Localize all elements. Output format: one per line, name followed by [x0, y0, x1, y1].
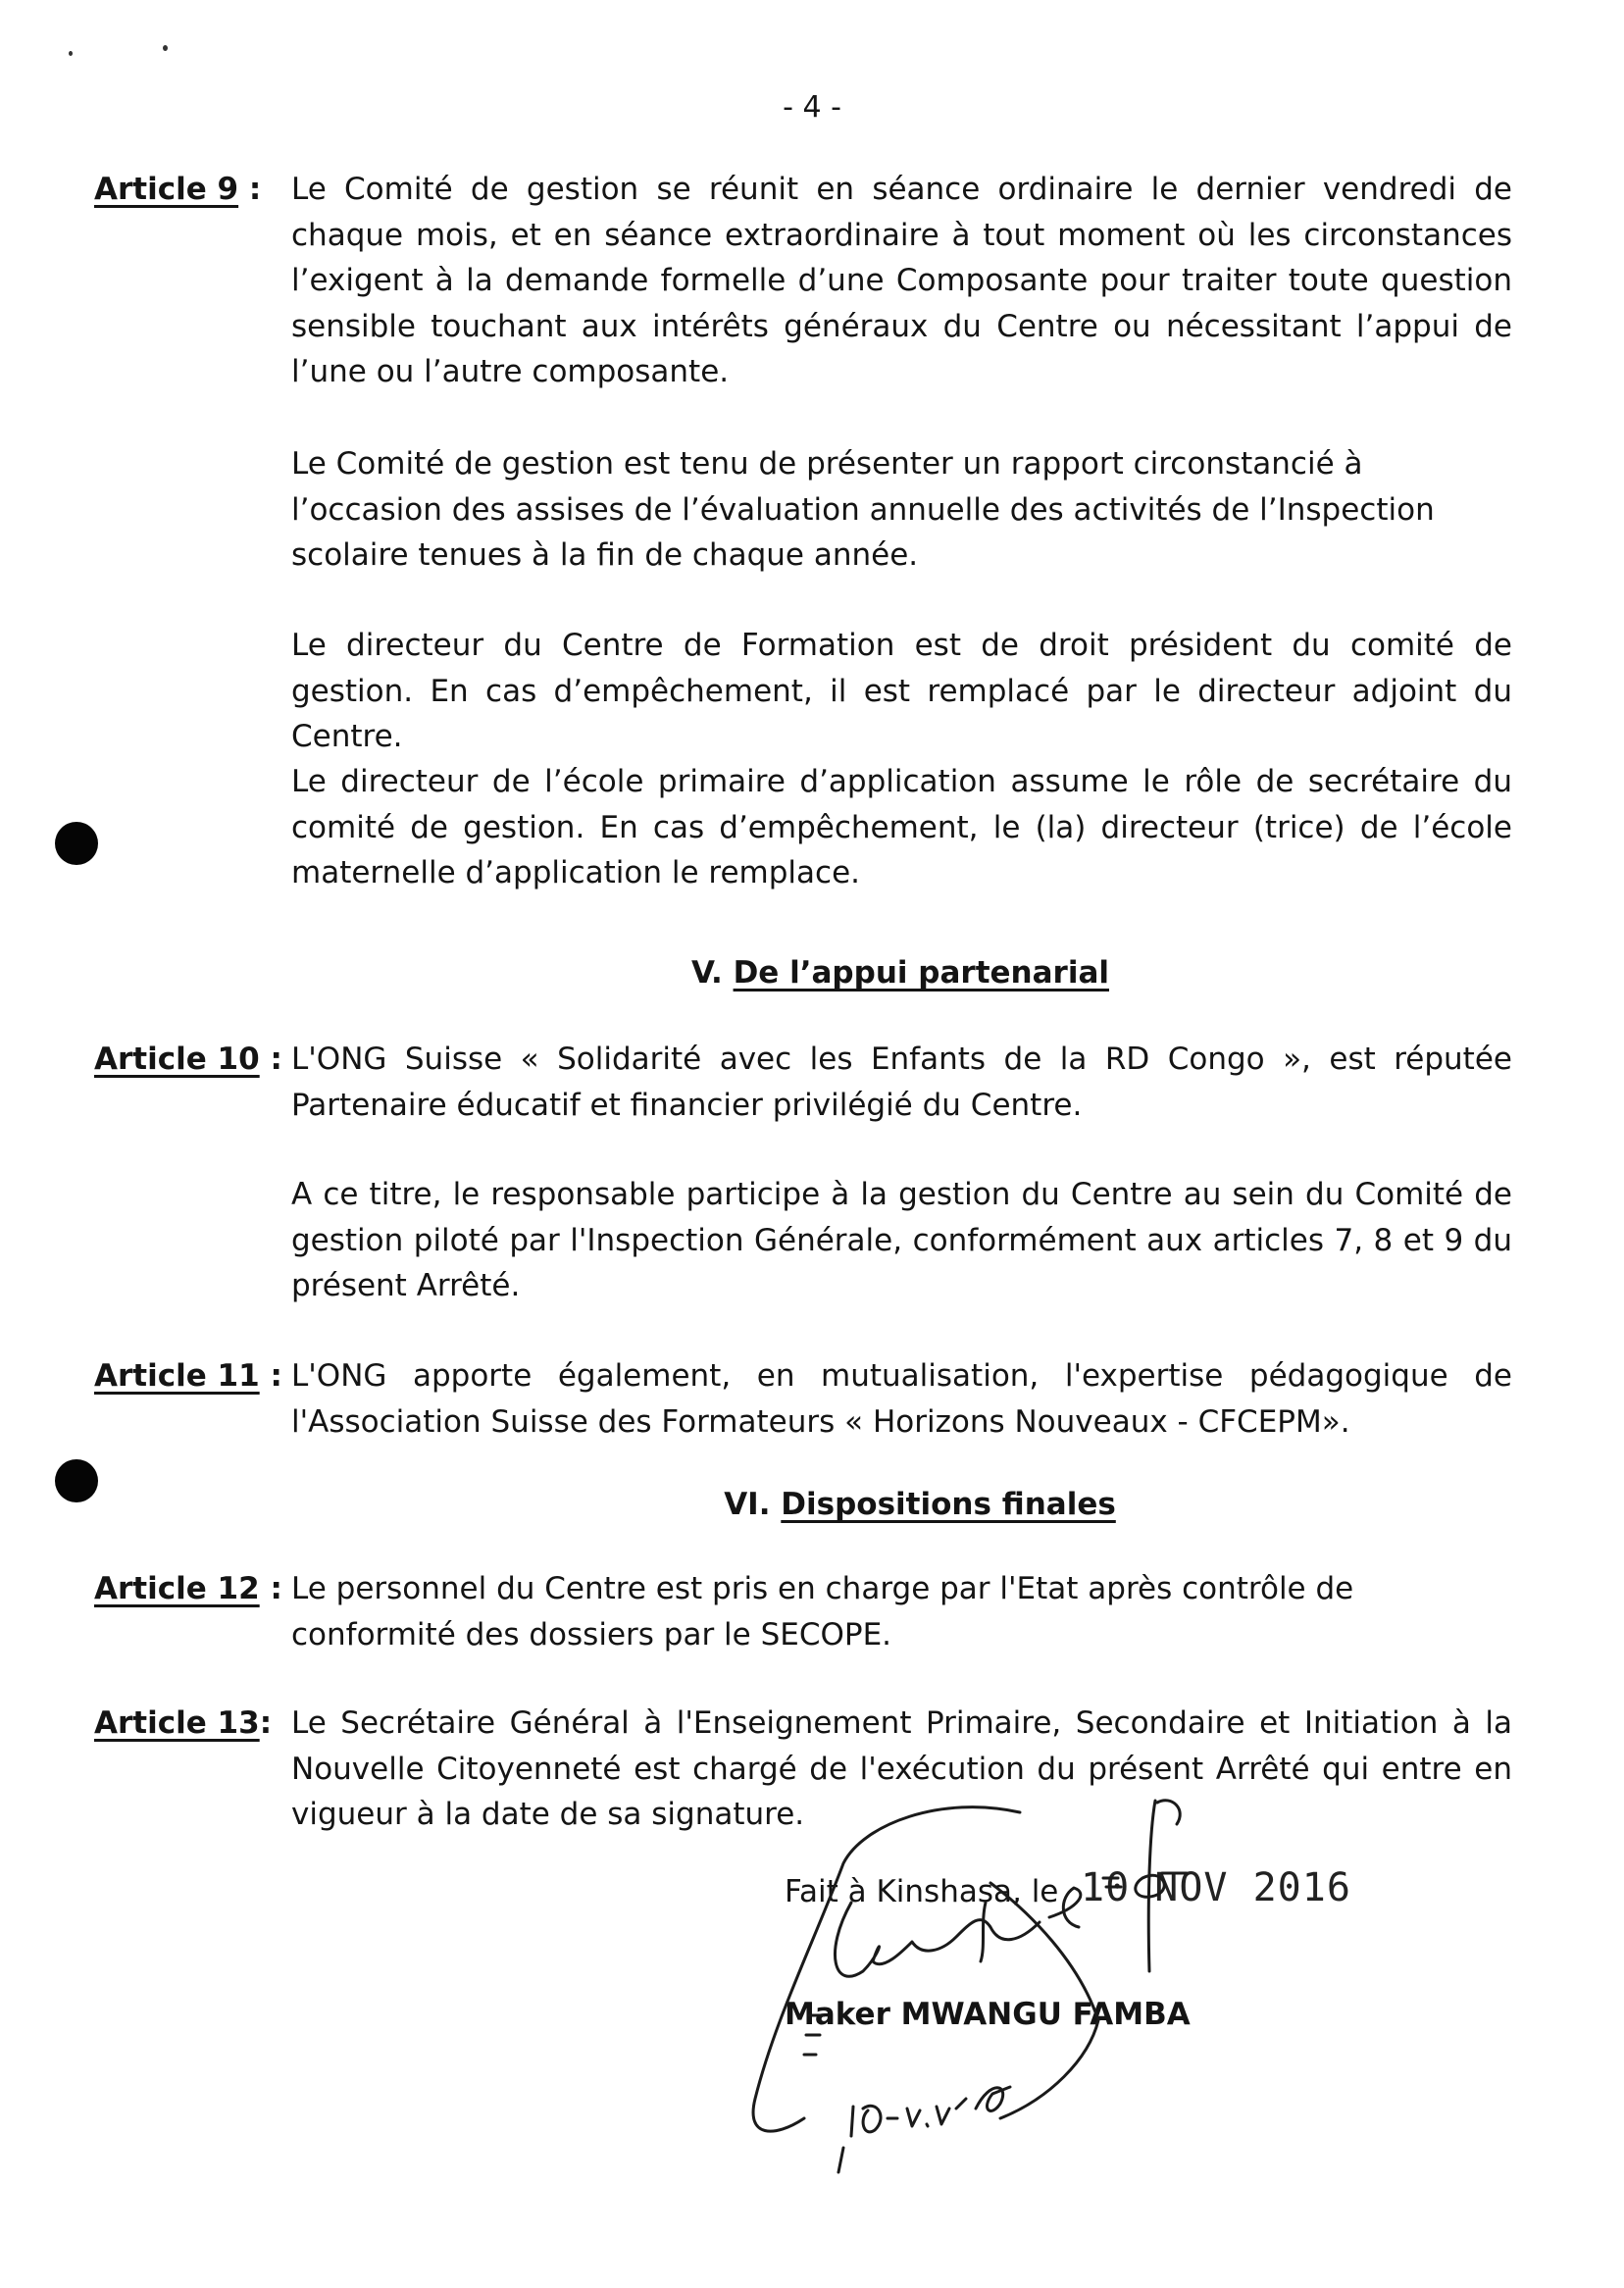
- article-label-text: Article 9: [94, 172, 239, 207]
- article-11-text: L'ONG apporte également, en mutualisation, l'expertise pédagogique de l'Association Suisse des Formateurs « Horizons Nouveaux - CFCEPM».: [291, 1358, 1512, 1440]
- article-10-paragraph-1: L'ONG Suisse « Solidarité avec les Enfants de la RD Congo », est réputée Partenaire éducatif et financier privilégié du Centre.: [291, 1042, 1512, 1123]
- signatory-name: Maker MWANGU FAMBA: [785, 1997, 1191, 2032]
- article-10-label: [94, 1037, 282, 1083]
- article-9-paragraph-2: Le Comité de gestion est tenu de présenter un rapport circonstancié à l’occasion des assises de l’évaluation annuelle des activités de l’Inspection scolaire tenues à la fin de chaque année.: [291, 446, 1435, 573]
- article-9-paragraph-1: Le Comité de gestion se réunit en séance ordinaire le dernier vendredi de chaque mois, et en séance extraordinaire à tout moment où les circonstances l’exigent à la demande formelle d’une Composante pour traiter toute question sensible touchant aux intérêts généraux du Centre ou nécessitant l’appui de l’une ou l’autre composante.: [291, 172, 1512, 389]
- article-13-label: [94, 1701, 272, 1747]
- section-title: De l’appui partenarial: [733, 955, 1109, 991]
- stamped-date: 10 NOV 2016: [1081, 1865, 1351, 1910]
- scan-speck: [163, 45, 168, 51]
- article-label-text: Article 11: [94, 1358, 260, 1394]
- article-label-text: Article 13: [94, 1705, 260, 1741]
- article-12-label: [94, 1566, 282, 1612]
- article-13-text: Le Secrétaire Général à l'Enseignement Primaire, Secondaire et Initiation à la Nouvelle Citoyenneté est chargé de l'exécution du présent Arrêté qui entre en vigueur à la date de sa signature.: [291, 1705, 1512, 1832]
- punch-hole: [55, 822, 98, 865]
- scan-speck: [69, 51, 73, 56]
- signature-place: Fait à Kinshasa, le: [785, 1874, 1059, 1909]
- page-number: - 4 -: [783, 90, 841, 125]
- section-heading-5: [88, 953, 1624, 992]
- article-10-paragraph-2: A ce titre, le responsable participe à la gestion du Centre au sein du Comité de gestion piloté par l'Inspection Générale, conformément aux articles 7, 8 et 9 du présent Arrêté.: [291, 1177, 1512, 1303]
- article-9-paragraph-3: Le directeur du Centre de Formation est de droit président du comité de gestion. En cas d’empêchement, il est remplacé par le directeur adjoint du Centre.: [291, 628, 1512, 754]
- article-label-sep: :: [259, 1571, 282, 1606]
- section-number: V.: [690, 955, 723, 991]
- punch-hole: [55, 1459, 98, 1502]
- article-9-label: [94, 167, 261, 213]
- article-9-paragraph-4: Le directeur de l’école primaire d’application assume le rôle de secrétaire du comité de gestion. En cas d’empêchement, le (la) directeur (trice) de l’école maternelle d’application le remplace.: [291, 764, 1512, 890]
- section-number: VI.: [724, 1487, 771, 1522]
- article-label-text: Article 10: [94, 1042, 260, 1077]
- section-heading-6: [108, 1485, 1624, 1524]
- article-label-text: Article 12: [94, 1571, 260, 1606]
- article-label-sep: :: [259, 1042, 282, 1077]
- article-12-text: Le personnel du Centre est pris en charge par l'Etat après contrôle de conformité des dossiers par le SECOPE.: [291, 1571, 1354, 1652]
- article-label-sep: :: [238, 172, 262, 207]
- section-title: Dispositions finales: [781, 1487, 1116, 1522]
- article-label-sep: :: [259, 1358, 282, 1394]
- article-11-label: [94, 1353, 282, 1399]
- article-label-sep: :: [259, 1705, 273, 1741]
